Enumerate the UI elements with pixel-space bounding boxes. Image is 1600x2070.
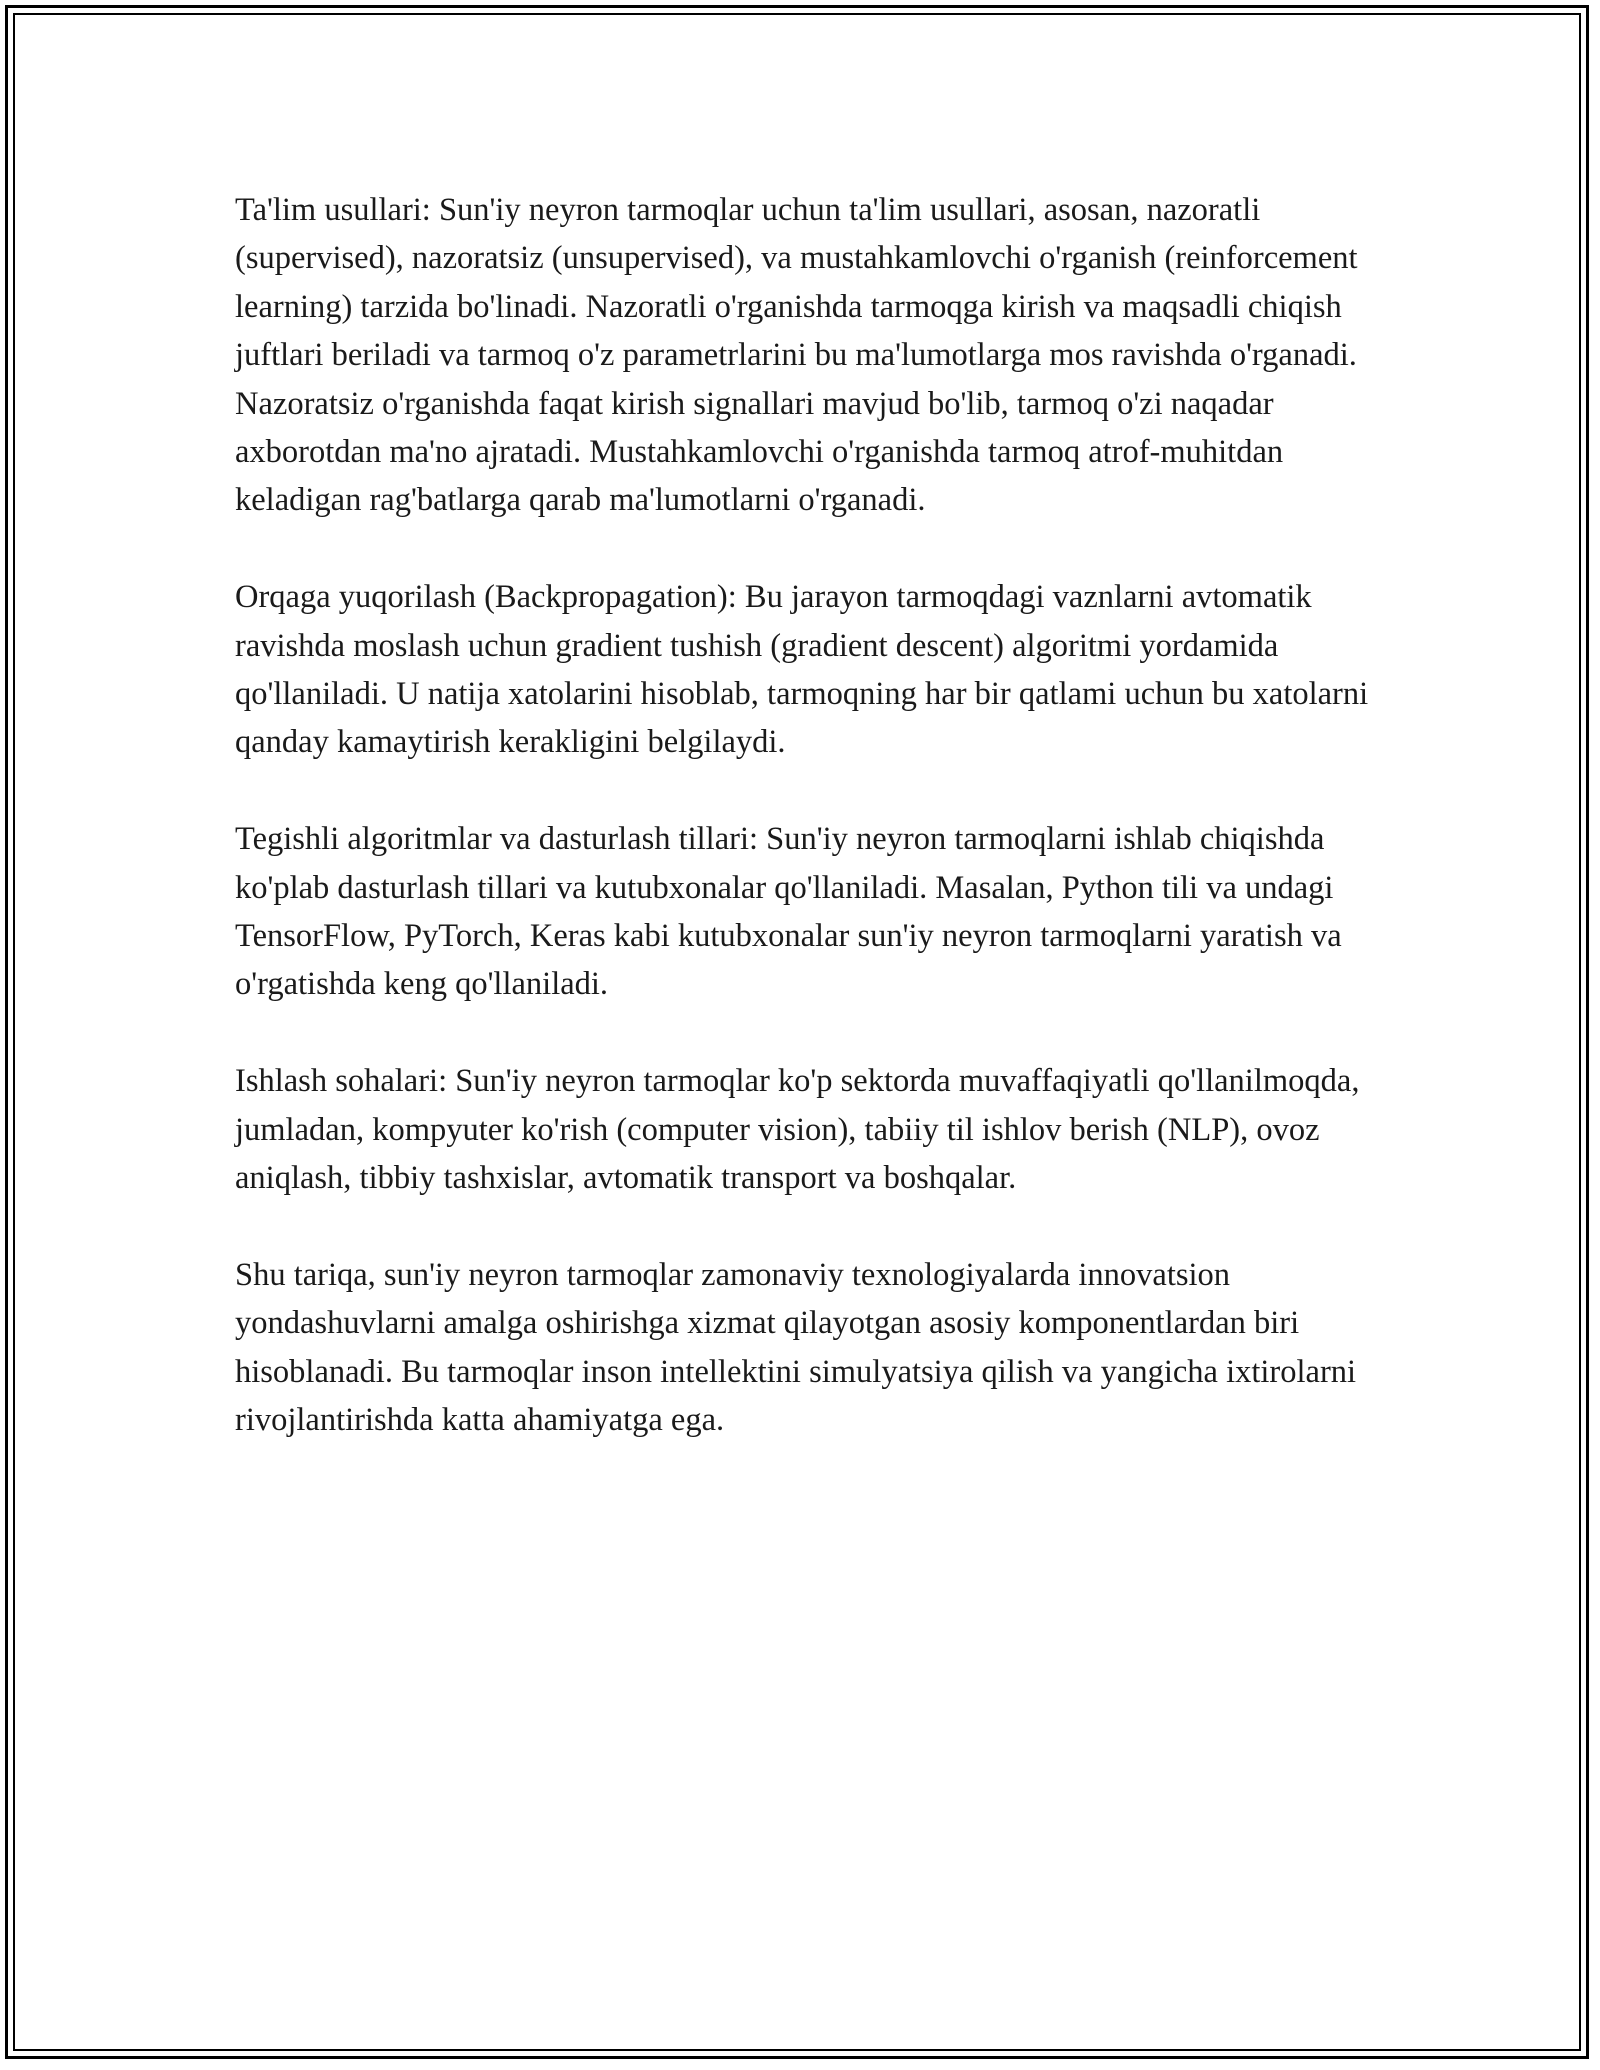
document-body bbox=[235, 186, 1375, 1493]
paragraph-learning-methods: Ta'lim usullari: Sun'iy neyron tarmoqlar uchun ta'lim usullari, asosan, nazoratli (supervised), nazoratsiz (unsupervised), va mustahkamlovchi o'rganish (reinforcement learning) tarzida bo'linadi. Nazoratli o'rganishda tarmoqga kirish va maqsadli chiqish juftlari beriladi va tarmoq o'z parametrlarini bu ma'lumotlarga mos ravishda o'rganadi. Nazoratsiz o'rganishda faqat kirish signallari mavjud bo'lib, tarmoq o'zi naqadar axborotdan ma'no ajratadi. Mustahkamlovchi o'rganishda tarmoq atrof-muhitdan keladigan rag'batlarga qarab ma'lumotlarni o'rganadi. bbox=[235, 192, 1358, 519]
paragraph-conclusion: Shu tariqa, sun'iy neyron tarmoqlar zamonaviy texnologiyalarda innovatsion yondashuvlarni amalga oshirishga xizmat qilayotgan asosiy komponentlardan biri hisoblanadi. Bu tarmoqlar inson intellektini simulyatsiya qilish va yangicha ixtirolarni rivojlantirishda katta ahamiyatga ega. bbox=[235, 1256, 1357, 1439]
paragraph-application-areas: Ishlash sohalari: Sun'iy neyron tarmoqlar ko'p sektorda muvaffaqiyatli qo'llanilmoqda, jumladan, kompyuter ko'rish (computer vision), tabiiy til ishlov berish (NLP), ovoz aniqlash, tibbiy tashxislar, avtomatik transport va boshqalar. bbox=[235, 1063, 1360, 1197]
paragraph-backpropagation: Orqaga yuqorilash (Backpropagation): Bu jarayon tarmoqdagi vaznlarni avtomatik ravishda moslash uchun gradient tushish (gradient descent) algoritmi yordamida qo'llaniladi. U natija xatolarini hisoblab, tarmoqning har bir qatlami uchun bu xatolarni qanday kamaytirish kerakligini belgilaydi. bbox=[235, 579, 1369, 761]
paragraph-algorithms-languages: Tegishli algoritmlar va dasturlash tillari: Sun'iy neyron tarmoqlarni ishlab chiqishda ko'plab dasturlash tillari va kutubxonalar qo'llaniladi. Masalan, Python tili va undagi TensorFlow, PyTorch, Keras kabi kutubxonalar sun'iy neyron tarmoqlarni yaratish va o'rgatishda keng qo'llaniladi. bbox=[235, 821, 1342, 1003]
